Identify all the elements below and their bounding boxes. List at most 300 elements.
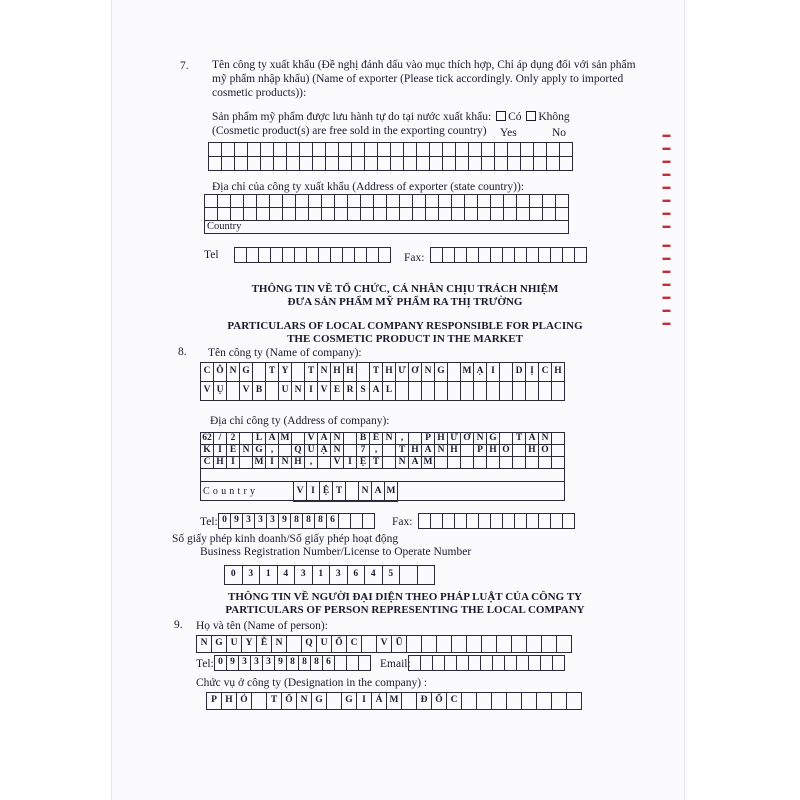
char-box[interactable]: G <box>435 363 448 382</box>
char-box[interactable] <box>461 382 474 401</box>
char-box[interactable] <box>355 248 367 263</box>
char-box[interactable] <box>347 656 359 671</box>
char-box[interactable] <box>352 157 365 171</box>
char-box[interactable]: N <box>272 636 287 653</box>
char-box[interactable] <box>513 445 526 457</box>
char-box[interactable]: N <box>227 363 240 382</box>
char-box[interactable]: H <box>435 433 448 445</box>
char-box[interactable] <box>552 382 565 401</box>
char-box[interactable]: H <box>448 445 461 457</box>
char-box[interactable]: 3 <box>267 514 279 529</box>
char-box[interactable]: 0 <box>219 514 231 529</box>
char-box[interactable]: T <box>305 363 318 382</box>
char-box[interactable] <box>517 195 530 208</box>
char-box[interactable]: T <box>370 363 383 382</box>
char-box[interactable]: Ệ <box>357 457 370 469</box>
char-box[interactable] <box>456 157 469 171</box>
char-box[interactable] <box>261 143 274 157</box>
char-box[interactable] <box>552 693 567 710</box>
char-box[interactable] <box>435 382 448 401</box>
char-box[interactable]: 3 <box>239 656 251 671</box>
person-tel-grid[interactable] <box>214 655 371 671</box>
char-box[interactable]: B <box>253 382 266 401</box>
char-box[interactable]: 9 <box>279 514 291 529</box>
char-box[interactable] <box>551 514 563 529</box>
char-box[interactable] <box>309 195 322 208</box>
char-box[interactable] <box>205 195 218 208</box>
char-box[interactable]: U <box>279 382 292 401</box>
company-country-grid[interactable] <box>293 481 398 502</box>
char-box[interactable]: 3 <box>330 566 348 585</box>
char-box[interactable] <box>477 693 492 710</box>
char-box[interactable] <box>503 248 515 263</box>
char-box[interactable] <box>287 157 300 171</box>
char-box[interactable]: I <box>344 457 357 469</box>
char-box[interactable] <box>387 195 400 208</box>
char-box[interactable]: 2 <box>227 433 240 445</box>
char-box[interactable]: 4 <box>365 566 383 585</box>
char-box[interactable] <box>456 143 469 157</box>
company-tel-grid[interactable] <box>218 513 375 529</box>
char-box[interactable] <box>417 143 430 157</box>
char-box[interactable]: A <box>370 382 383 401</box>
char-box[interactable]: 1 <box>260 566 278 585</box>
char-box[interactable]: H <box>526 445 539 457</box>
char-box[interactable]: / <box>214 433 227 445</box>
yes-checkbox[interactable] <box>496 111 506 121</box>
char-box[interactable]: H <box>409 445 422 457</box>
char-box[interactable]: L <box>253 433 266 445</box>
char-box[interactable] <box>357 363 370 382</box>
char-box[interactable]: T <box>266 363 279 382</box>
char-box[interactable] <box>512 636 527 653</box>
char-box[interactable] <box>327 693 342 710</box>
char-box[interactable] <box>404 157 417 171</box>
char-box[interactable] <box>542 636 557 653</box>
char-box[interactable]: N <box>279 457 292 469</box>
char-box[interactable]: G <box>253 445 266 457</box>
char-box[interactable] <box>517 656 529 671</box>
char-box[interactable] <box>563 248 575 263</box>
char-box[interactable]: Ố <box>432 693 447 710</box>
char-box[interactable]: Á <box>372 693 387 710</box>
char-box[interactable] <box>346 482 359 502</box>
char-box[interactable]: 4 <box>278 566 296 585</box>
char-box[interactable]: G <box>312 693 327 710</box>
char-box[interactable] <box>500 457 513 469</box>
char-box[interactable]: 9 <box>227 656 239 671</box>
char-box[interactable] <box>409 433 422 445</box>
char-box[interactable]: P <box>422 433 435 445</box>
char-box[interactable]: Y <box>279 363 292 382</box>
char-box[interactable]: 3 <box>255 514 267 529</box>
char-box[interactable]: H <box>383 363 396 382</box>
char-box[interactable] <box>439 195 452 208</box>
exporter-country-box[interactable] <box>204 220 569 234</box>
char-box[interactable] <box>402 693 417 710</box>
char-box[interactable]: Ư <box>396 363 409 382</box>
char-box[interactable] <box>252 693 267 710</box>
char-box[interactable] <box>409 656 421 671</box>
char-box[interactable] <box>527 636 542 653</box>
char-box[interactable]: Ậ <box>318 445 331 457</box>
company-name-grid[interactable] <box>200 362 565 401</box>
char-box[interactable] <box>209 157 222 171</box>
char-box[interactable] <box>222 157 235 171</box>
char-box[interactable] <box>467 514 479 529</box>
char-box[interactable]: V <box>294 482 307 502</box>
char-box[interactable]: H <box>331 363 344 382</box>
char-box[interactable]: 8 <box>287 656 299 671</box>
char-box[interactable]: V <box>377 636 392 653</box>
char-box[interactable] <box>487 382 500 401</box>
char-box[interactable]: 3 <box>243 566 261 585</box>
char-box[interactable] <box>235 157 248 171</box>
char-box[interactable]: Ư <box>448 433 461 445</box>
char-box[interactable]: 7 <box>357 445 370 457</box>
char-box[interactable]: L <box>383 382 396 401</box>
char-box[interactable] <box>235 248 247 263</box>
char-box[interactable]: 5 <box>383 566 401 585</box>
char-box[interactable] <box>231 195 244 208</box>
char-box[interactable]: N <box>297 693 312 710</box>
char-box[interactable] <box>240 457 253 469</box>
person-name-grid[interactable] <box>196 635 572 653</box>
char-box[interactable]: , <box>370 445 383 457</box>
char-box[interactable] <box>247 248 259 263</box>
char-box[interactable]: 9 <box>275 656 287 671</box>
char-box[interactable] <box>307 248 319 263</box>
char-box[interactable] <box>331 248 343 263</box>
char-box[interactable]: U <box>305 445 318 457</box>
char-box[interactable]: N <box>359 482 372 502</box>
char-box[interactable] <box>283 248 295 263</box>
char-box[interactable] <box>534 143 547 157</box>
char-box[interactable] <box>497 636 512 653</box>
char-box[interactable]: N <box>383 433 396 445</box>
char-box[interactable]: , <box>396 433 409 445</box>
designation-grid[interactable] <box>206 692 582 710</box>
char-box[interactable] <box>435 457 448 469</box>
char-box[interactable] <box>503 514 515 529</box>
char-box[interactable] <box>539 457 552 469</box>
char-box[interactable] <box>259 248 271 263</box>
char-box[interactable]: N <box>331 445 344 457</box>
char-box[interactable] <box>551 248 563 263</box>
char-box[interactable] <box>300 157 313 171</box>
char-box[interactable] <box>575 248 587 263</box>
char-box[interactable] <box>469 157 482 171</box>
char-box[interactable] <box>318 457 331 469</box>
char-box[interactable]: A <box>409 457 422 469</box>
char-box[interactable]: 62 <box>201 433 214 445</box>
char-box[interactable] <box>409 382 422 401</box>
char-box[interactable] <box>552 457 565 469</box>
char-box[interactable] <box>539 382 552 401</box>
char-box[interactable] <box>513 382 526 401</box>
char-box[interactable]: D <box>513 363 526 382</box>
char-box[interactable]: H <box>344 363 357 382</box>
char-box[interactable]: C <box>201 457 214 469</box>
char-box[interactable]: 6 <box>348 566 366 585</box>
char-box[interactable]: Ô <box>214 363 227 382</box>
char-box[interactable]: Â <box>526 433 539 445</box>
char-box[interactable]: I <box>305 382 318 401</box>
char-box[interactable]: H <box>292 457 305 469</box>
char-box[interactable] <box>495 143 508 157</box>
char-box[interactable] <box>452 636 467 653</box>
char-box[interactable] <box>383 457 396 469</box>
char-box[interactable] <box>482 143 495 157</box>
exporter-fax-grid[interactable] <box>430 247 587 263</box>
char-box[interactable] <box>474 382 487 401</box>
char-box[interactable]: N <box>435 445 448 457</box>
char-box[interactable] <box>248 157 261 171</box>
char-box[interactable] <box>339 514 351 529</box>
char-box[interactable]: N <box>331 433 344 445</box>
char-box[interactable]: Ụ <box>214 382 227 401</box>
char-box[interactable] <box>326 157 339 171</box>
char-box[interactable] <box>481 656 493 671</box>
char-box[interactable] <box>404 143 417 157</box>
char-box[interactable] <box>547 143 560 157</box>
char-box[interactable] <box>209 143 222 157</box>
char-box[interactable] <box>541 656 553 671</box>
char-box[interactable] <box>422 636 437 653</box>
char-box[interactable]: T <box>370 457 383 469</box>
exporter-address-grid[interactable] <box>204 194 569 221</box>
char-box[interactable] <box>455 514 467 529</box>
char-box[interactable] <box>287 143 300 157</box>
char-box[interactable] <box>300 143 313 157</box>
char-box[interactable]: N <box>197 636 212 653</box>
char-box[interactable] <box>431 248 443 263</box>
char-box[interactable]: 6 <box>327 514 339 529</box>
char-box[interactable] <box>443 157 456 171</box>
char-box[interactable]: 3 <box>295 566 313 585</box>
char-box[interactable]: T <box>396 445 409 457</box>
char-box[interactable] <box>383 445 396 457</box>
char-box[interactable] <box>348 195 361 208</box>
char-box[interactable] <box>313 157 326 171</box>
char-box[interactable] <box>479 248 491 263</box>
char-box[interactable]: 3 <box>251 656 263 671</box>
char-box[interactable]: G <box>240 363 253 382</box>
char-box[interactable] <box>292 433 305 445</box>
char-box[interactable]: G <box>342 693 357 710</box>
char-box[interactable]: H <box>487 445 500 457</box>
char-box[interactable] <box>292 363 305 382</box>
char-box[interactable] <box>365 157 378 171</box>
char-box[interactable]: M <box>422 457 435 469</box>
char-box[interactable]: H <box>214 457 227 469</box>
license-number-grid[interactable] <box>224 565 435 585</box>
char-box[interactable]: Ó <box>237 693 252 710</box>
char-box[interactable] <box>261 157 274 171</box>
char-box[interactable] <box>539 514 551 529</box>
char-box[interactable] <box>491 514 503 529</box>
char-box[interactable]: 0 <box>215 656 227 671</box>
char-box[interactable] <box>426 195 439 208</box>
char-box[interactable]: I <box>266 457 279 469</box>
char-box[interactable]: Ố <box>500 445 513 457</box>
char-box[interactable]: G <box>487 433 500 445</box>
char-box[interactable]: Ơ <box>409 363 422 382</box>
char-box[interactable] <box>378 143 391 157</box>
char-box[interactable] <box>507 693 522 710</box>
char-box[interactable] <box>482 636 497 653</box>
char-box[interactable]: Ề <box>370 433 383 445</box>
exporter-tel-grid[interactable] <box>234 247 391 263</box>
char-box[interactable] <box>539 248 551 263</box>
char-box[interactable]: 8 <box>315 514 327 529</box>
char-box[interactable] <box>521 157 534 171</box>
no-checkbox[interactable] <box>526 111 536 121</box>
char-box[interactable] <box>339 143 352 157</box>
char-box[interactable] <box>547 157 560 171</box>
char-box[interactable]: P <box>207 693 222 710</box>
char-box[interactable] <box>552 445 565 457</box>
char-box[interactable] <box>522 693 537 710</box>
char-box[interactable] <box>378 157 391 171</box>
char-box[interactable] <box>563 514 575 529</box>
char-box[interactable]: R <box>344 382 357 401</box>
char-box[interactable]: Ệ <box>320 482 333 502</box>
char-box[interactable] <box>504 195 517 208</box>
char-box[interactable] <box>560 143 573 157</box>
char-box[interactable] <box>515 248 527 263</box>
char-box[interactable] <box>526 457 539 469</box>
char-box[interactable]: , <box>305 457 318 469</box>
char-box[interactable]: N <box>396 457 409 469</box>
char-box[interactable] <box>521 143 534 157</box>
char-box[interactable]: À <box>422 445 435 457</box>
char-box[interactable] <box>478 195 491 208</box>
char-box[interactable]: Ũ <box>392 636 407 653</box>
char-box[interactable]: P <box>474 445 487 457</box>
char-box[interactable]: 8 <box>299 656 311 671</box>
char-box[interactable] <box>534 157 547 171</box>
char-box[interactable] <box>343 248 355 263</box>
char-box[interactable] <box>419 514 431 529</box>
char-box[interactable] <box>248 143 261 157</box>
char-box[interactable] <box>508 143 521 157</box>
char-box[interactable] <box>493 656 505 671</box>
char-box[interactable] <box>362 636 377 653</box>
char-box[interactable] <box>407 636 422 653</box>
char-box[interactable] <box>479 514 491 529</box>
char-box[interactable]: U <box>227 636 242 653</box>
char-box[interactable]: V <box>318 382 331 401</box>
char-box[interactable] <box>326 143 339 157</box>
char-box[interactable] <box>465 195 478 208</box>
char-box[interactable] <box>266 382 279 401</box>
char-box[interactable] <box>218 195 231 208</box>
char-box[interactable]: N <box>539 433 552 445</box>
char-box[interactable] <box>491 248 503 263</box>
char-box[interactable] <box>374 195 387 208</box>
char-box[interactable] <box>487 457 500 469</box>
char-box[interactable] <box>240 433 253 445</box>
char-box[interactable] <box>351 514 363 529</box>
char-box[interactable] <box>461 445 474 457</box>
char-box[interactable] <box>529 656 541 671</box>
char-box[interactable] <box>448 363 461 382</box>
char-box[interactable] <box>417 157 430 171</box>
char-box[interactable] <box>287 636 302 653</box>
char-box[interactable] <box>448 382 461 401</box>
char-box[interactable]: N <box>422 363 435 382</box>
char-box[interactable]: Ạ <box>474 363 487 382</box>
char-box[interactable] <box>379 248 391 263</box>
company-address-grid[interactable] <box>200 432 565 469</box>
char-box[interactable] <box>515 514 527 529</box>
char-box[interactable] <box>474 457 487 469</box>
char-box[interactable]: I <box>357 693 372 710</box>
char-box[interactable]: C <box>447 693 462 710</box>
char-box[interactable]: 9 <box>231 514 243 529</box>
char-box[interactable] <box>482 157 495 171</box>
char-box[interactable] <box>352 143 365 157</box>
char-box[interactable] <box>445 656 457 671</box>
char-box[interactable]: 3 <box>263 656 275 671</box>
char-box[interactable] <box>553 656 565 671</box>
char-box[interactable]: T <box>513 433 526 445</box>
char-box[interactable] <box>253 363 266 382</box>
char-box[interactable] <box>526 382 539 401</box>
char-box[interactable]: M <box>279 433 292 445</box>
char-box[interactable]: U <box>317 636 332 653</box>
char-box[interactable] <box>457 656 469 671</box>
char-box[interactable]: C <box>201 363 214 382</box>
char-box[interactable]: C <box>539 363 552 382</box>
char-box[interactable]: Â <box>266 433 279 445</box>
char-box[interactable] <box>527 248 539 263</box>
char-box[interactable]: N <box>292 382 305 401</box>
char-box[interactable] <box>418 566 436 585</box>
char-box[interactable] <box>443 514 455 529</box>
char-box[interactable] <box>335 195 348 208</box>
char-box[interactable]: 8 <box>291 514 303 529</box>
char-box[interactable] <box>361 195 374 208</box>
char-box[interactable] <box>339 157 352 171</box>
char-box[interactable] <box>322 195 335 208</box>
person-email-grid[interactable] <box>408 655 565 671</box>
exporter-name-grid[interactable] <box>208 142 573 171</box>
char-box[interactable] <box>543 195 556 208</box>
char-box[interactable]: 3 <box>243 514 255 529</box>
char-box[interactable] <box>431 514 443 529</box>
char-box[interactable] <box>313 143 326 157</box>
company-fax-grid[interactable] <box>418 513 575 529</box>
char-box[interactable]: V <box>240 382 253 401</box>
char-box[interactable] <box>396 382 409 401</box>
char-box[interactable] <box>567 693 582 710</box>
char-box[interactable]: Q <box>292 445 305 457</box>
char-box[interactable] <box>467 248 479 263</box>
char-box[interactable]: B <box>357 433 370 445</box>
char-box[interactable]: V <box>305 433 318 445</box>
char-box[interactable] <box>283 195 296 208</box>
char-box[interactable]: H <box>552 363 565 382</box>
char-box[interactable]: G <box>212 636 227 653</box>
char-box[interactable]: M <box>387 693 402 710</box>
char-box[interactable] <box>557 636 572 653</box>
char-box[interactable] <box>500 382 513 401</box>
char-box[interactable] <box>500 433 513 445</box>
char-box[interactable] <box>257 195 270 208</box>
char-box[interactable] <box>244 195 257 208</box>
